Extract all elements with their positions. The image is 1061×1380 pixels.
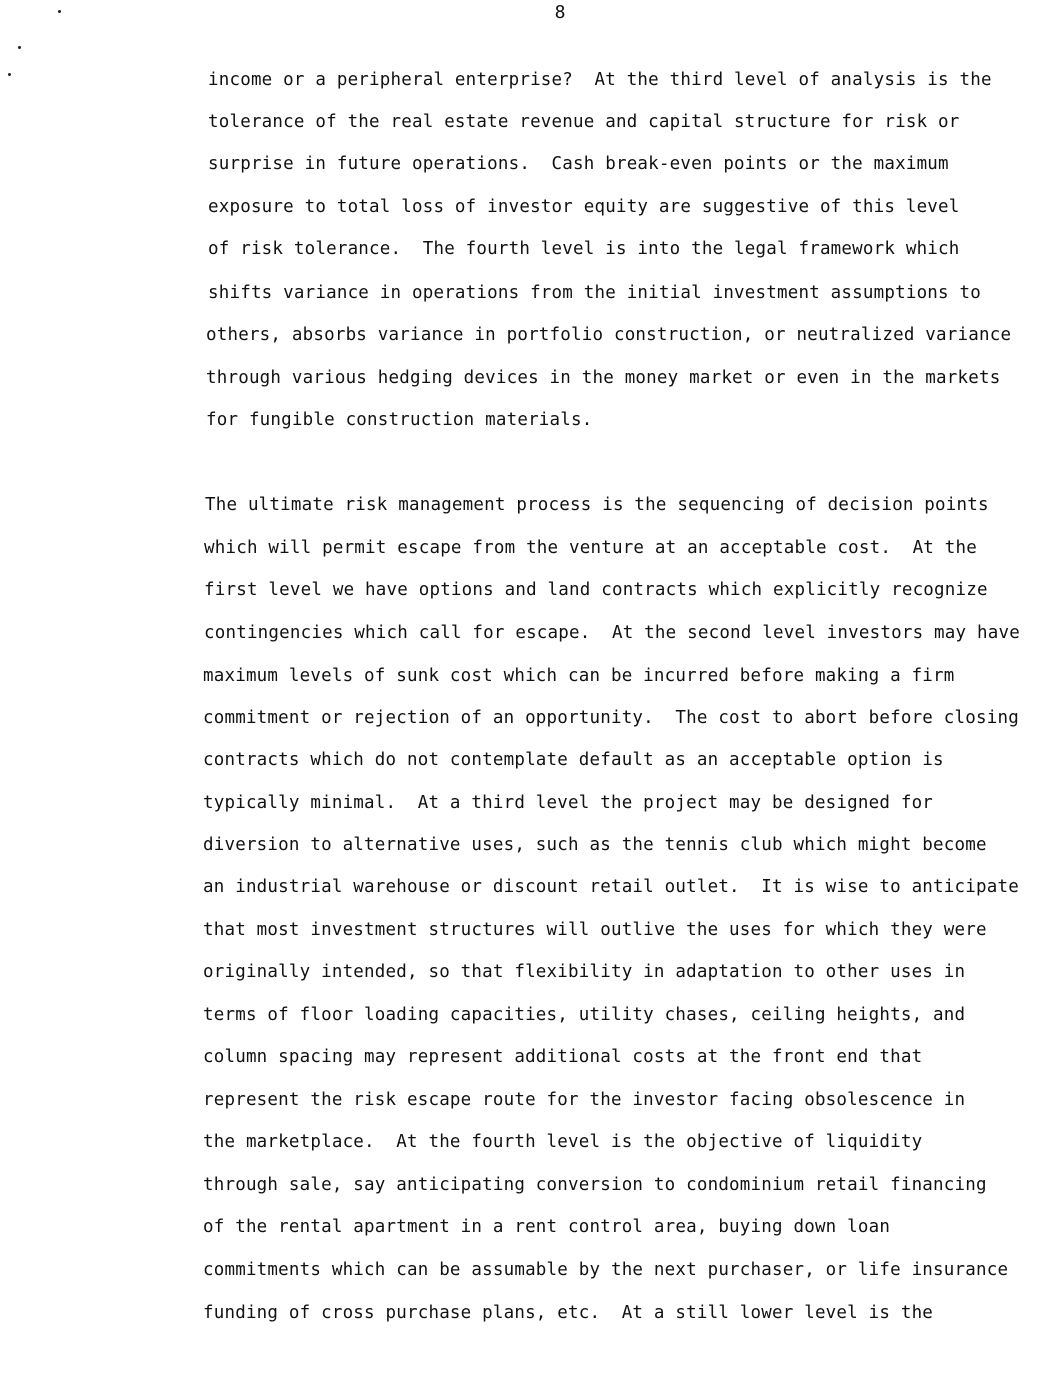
scan-speck: [58, 10, 61, 13]
text-line: through sale, say anticipating conversion to condominium retail financing: [203, 1175, 987, 1195]
text-line: which will permit escape from the venture at an acceptable cost. At the: [204, 538, 977, 558]
scan-speck: [18, 46, 21, 49]
text-line: commitments which can be assumable by the next purchaser, or life insurance: [203, 1260, 1009, 1280]
text-line: for fungible construction materials.: [206, 410, 593, 430]
text-line: income or a peripheral enterprise? At the third level of analysis is the: [208, 70, 992, 90]
text-line: originally intended, so that flexibility in adaptation to other uses in: [203, 962, 966, 982]
text-line: funding of cross purchase plans, etc. At a still lower level is the: [203, 1303, 934, 1323]
text-line: the marketplace. At the fourth level is the objective of liquidity: [203, 1132, 923, 1152]
scan-speck: [8, 73, 11, 76]
text-line: typically minimal. At a third level the project may be designed for: [203, 793, 934, 813]
text-line: others, absorbs variance in portfolio construction, or neutralized variance: [206, 325, 1012, 345]
text-line: column spacing may represent additional costs at the front end that: [203, 1047, 923, 1067]
text-line: The ultimate risk management process is the sequencing of decision points: [205, 495, 989, 515]
text-line: of the rental apartment in a rent control area, buying down loan: [203, 1217, 891, 1237]
text-line: surprise in future operations. Cash break-even points or the maximum: [208, 154, 949, 174]
text-line: contracts which do not contemplate default as an acceptable option is: [203, 750, 944, 770]
text-line: an industrial warehouse or discount retail outlet. It is wise to anticipate: [203, 877, 1019, 897]
text-line: commitment or rejection of an opportunity. The cost to abort before closing: [203, 708, 1019, 728]
text-line: maximum levels of sunk cost which can be incurred before making a firm: [203, 666, 955, 686]
text-line: terms of floor loading capacities, utility chases, ceiling heights, and: [203, 1005, 966, 1025]
text-line: contingencies which call for escape. At the second level investors may have: [204, 623, 1020, 643]
page-number: 8: [554, 2, 566, 23]
text-line: diversion to alternative uses, such as the tennis club which might become: [203, 835, 987, 855]
text-line: shifts variance in operations from the initial investment assumptions to: [208, 283, 981, 303]
text-line: of risk tolerance. The fourth level is into the legal framework which: [208, 239, 960, 259]
text-line: first level we have options and land contracts which explicitly recognize: [204, 580, 988, 600]
text-line: exposure to total loss of investor equity are suggestive of this level: [208, 197, 960, 217]
text-line: through various hedging devices in the money market or even in the markets: [206, 368, 1001, 388]
text-line: represent the risk escape route for the investor facing obsolescence in: [203, 1090, 966, 1110]
text-line: tolerance of the real estate revenue and capital structure for risk or: [208, 112, 960, 132]
text-line: that most investment structures will outlive the uses for which they were: [203, 920, 987, 940]
